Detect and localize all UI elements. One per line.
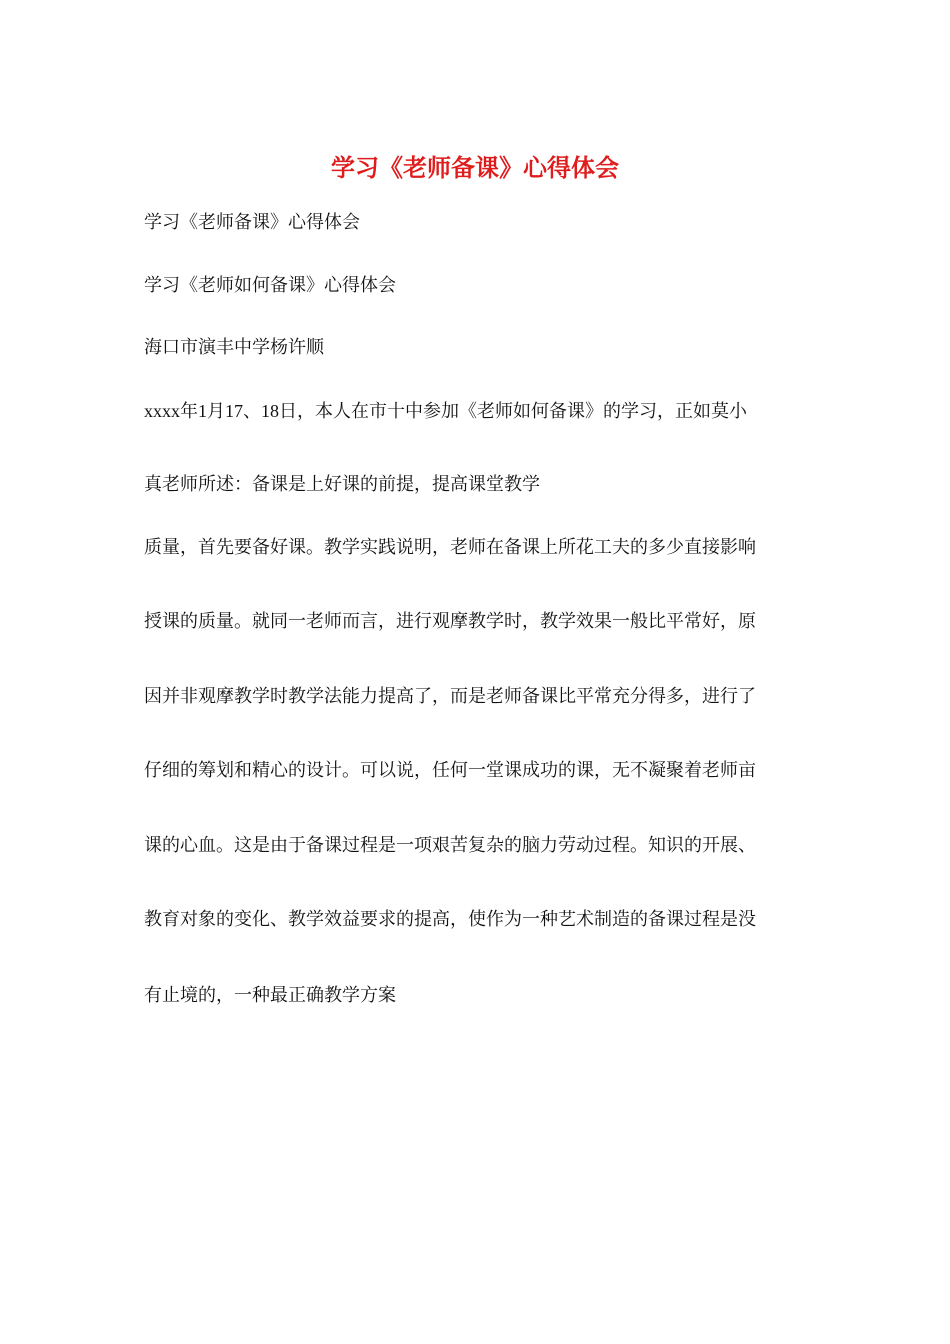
date-day: 18 — [261, 401, 279, 421]
date-text: 年 — [180, 401, 198, 422]
body-line: 因并非观摩教学时教学法能力提高了，而是老师备课比平常充分得多，进行了 — [144, 686, 756, 707]
body-line: 教育对象的变化、教学效益要求的提高，使作为一种艺术制造的备课过程是没 — [144, 909, 756, 930]
date-text: 月 — [207, 401, 225, 422]
body-line: 有止境的，一种最正确教学方案 — [144, 985, 396, 1006]
subtitle-line: 学习《老师备课》心得体会 — [144, 212, 360, 233]
article-title-line: 学习《老师如何备课》心得体会 — [144, 275, 396, 296]
date-day: 17 — [225, 401, 243, 421]
date-month: 1 — [198, 401, 207, 421]
date-text: 、 — [243, 401, 261, 422]
body-line: 真老师所述：备课是上好课的前提，提高课堂教学 — [144, 474, 540, 495]
body-line: 质量，首先要备好课。教学实践说明，老师在备课上所花工夫的多少直接影响 — [144, 537, 756, 558]
body-line: 课的心血。这是由于备课过程是一项艰苦复杂的脑力劳动过程。知识的开展、 — [144, 835, 756, 856]
document-title: 学习《老师备课》心得体会 — [331, 153, 619, 182]
body-line: 仔细的筹划和精心的设计。可以说，任何一堂课成功的课，无不凝聚着老师亩 — [144, 760, 756, 781]
date-text: 日，本人在市十中参加《老师如何备课》的学习，正如莫小 — [279, 401, 747, 422]
date-line — [144, 397, 747, 426]
body-line: 授课的质量。就同一老师而言，进行观摩教学时，教学效果一般比平常好，原 — [144, 611, 756, 632]
author-line: 海口市演丰中学杨许顺 — [144, 337, 324, 358]
date-prefix: xxxx — [144, 401, 180, 421]
